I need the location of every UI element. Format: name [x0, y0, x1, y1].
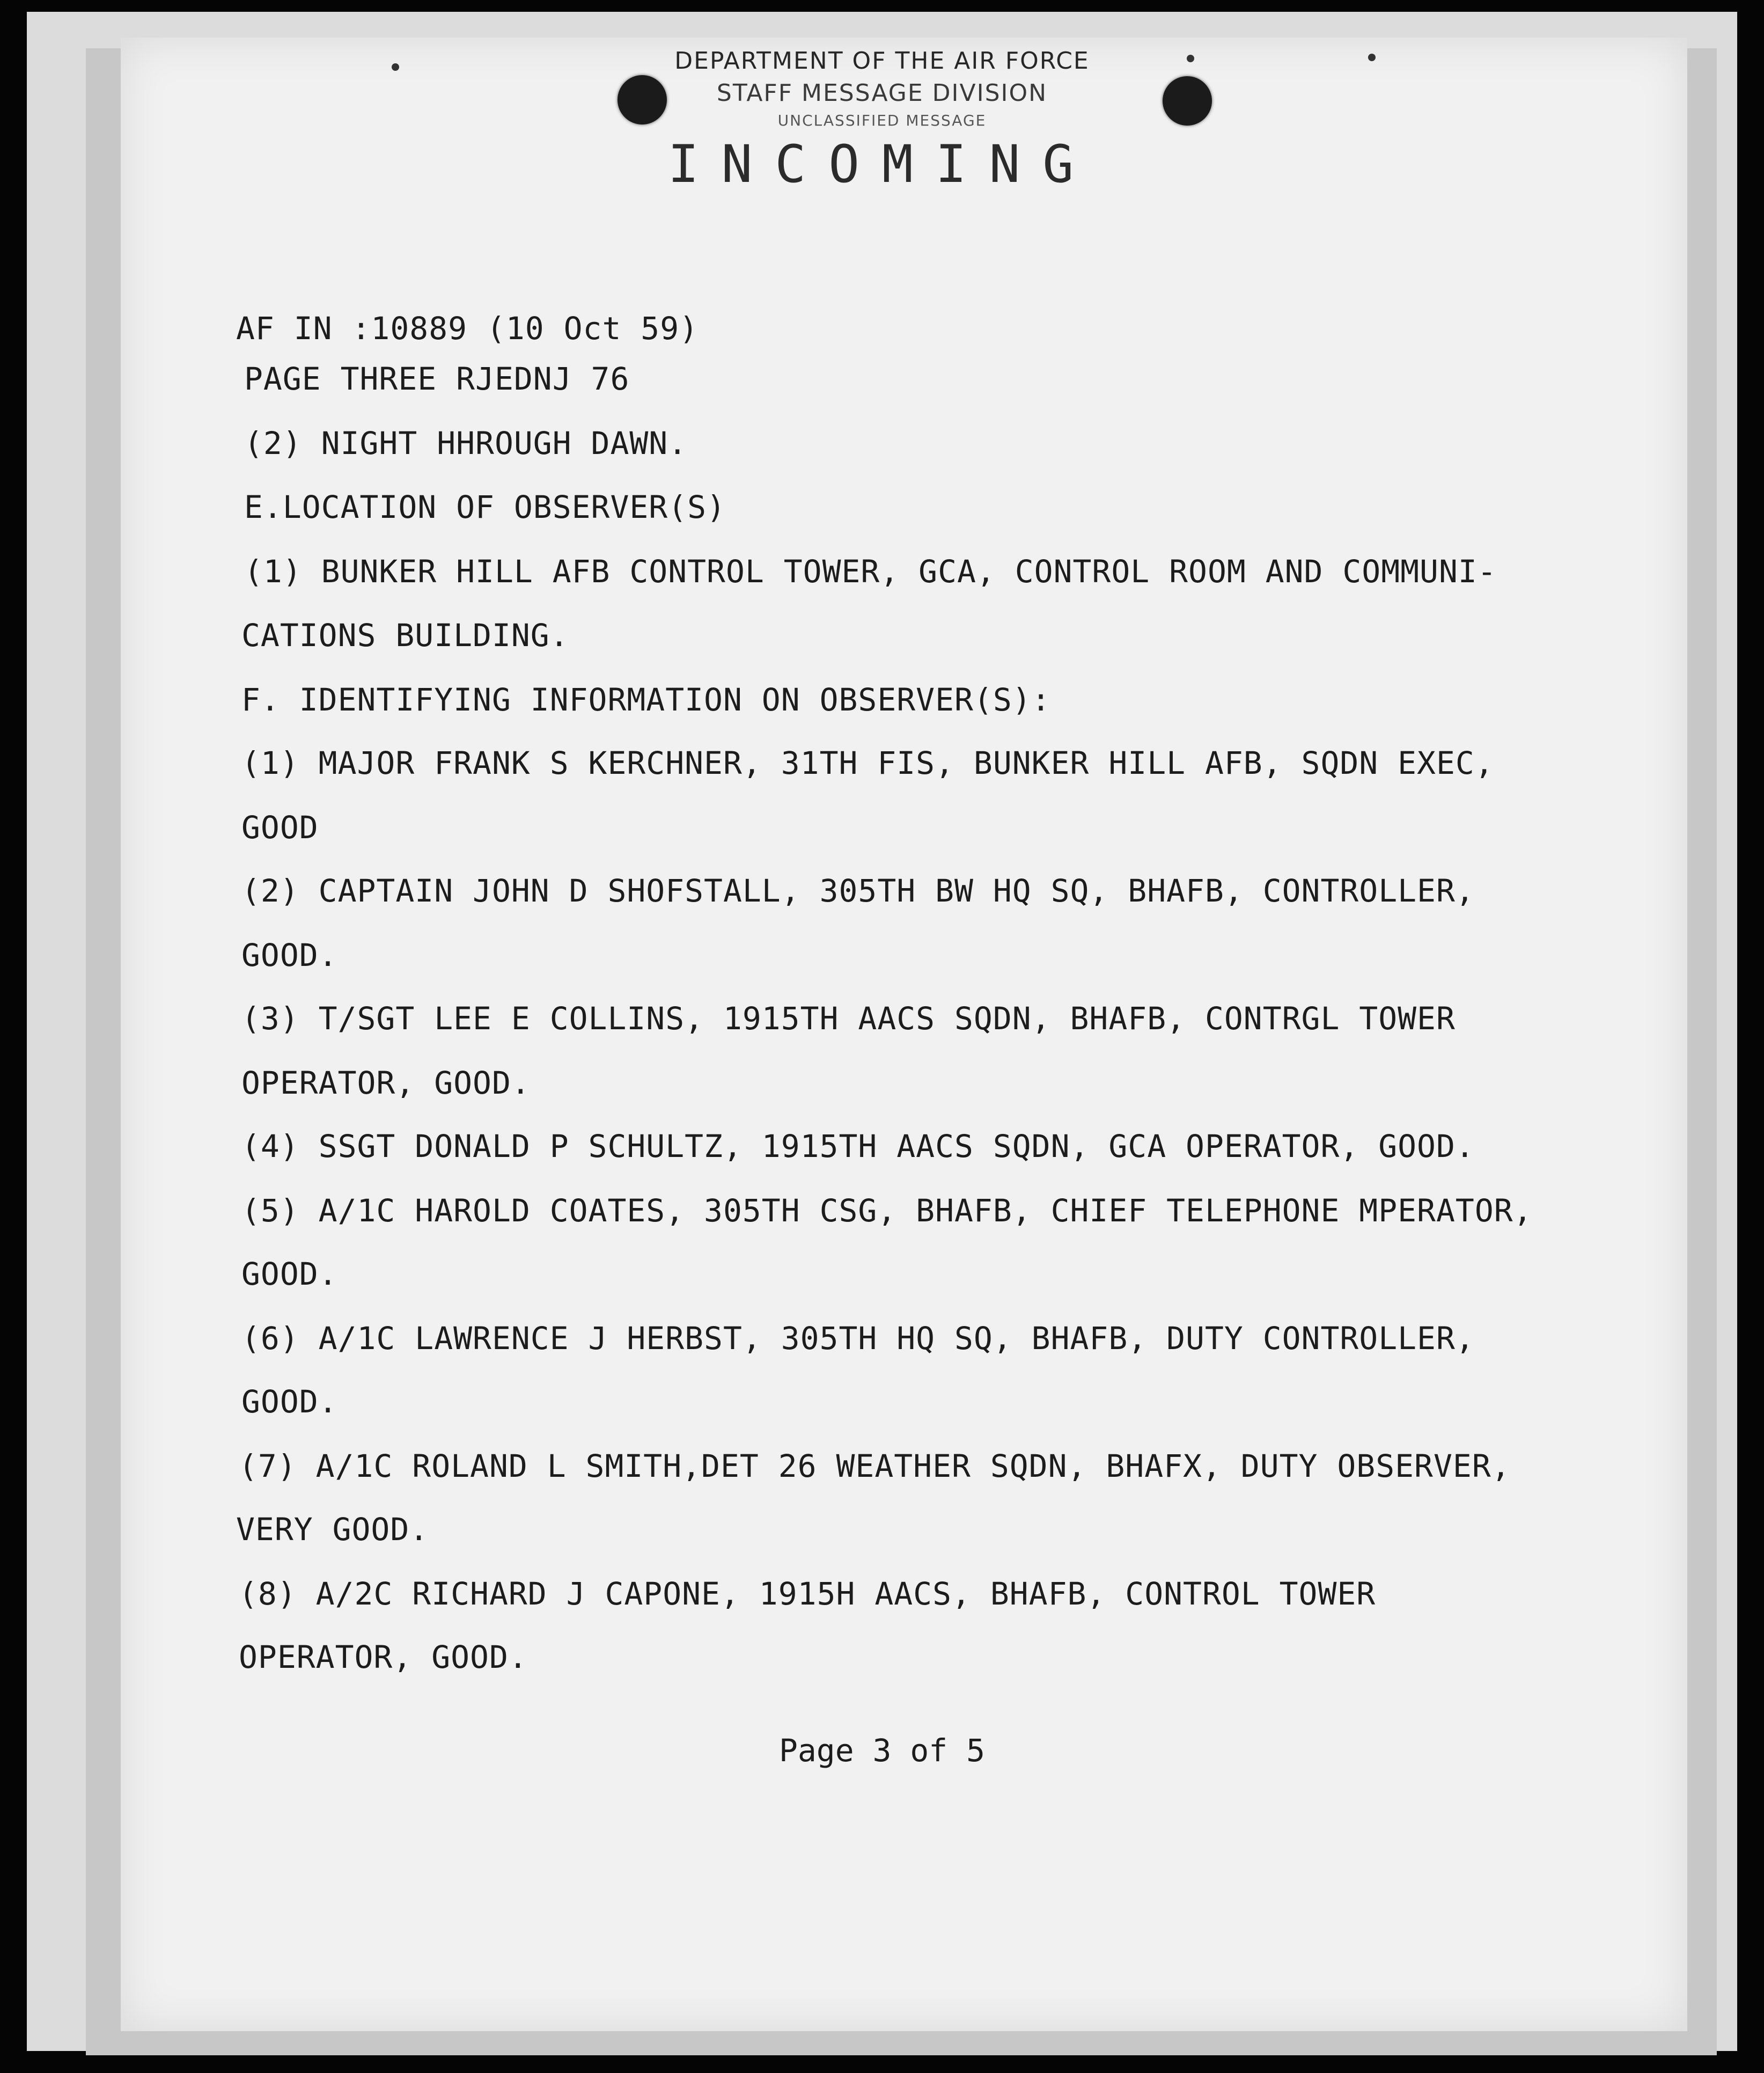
message-line: CATIONS BUILDING.: [241, 617, 569, 654]
message-line: (2) NIGHT HHROUGH DAWN.: [244, 425, 688, 462]
page-indicator: Page 3 of 5: [778, 1732, 986, 1769]
message-line: (1) BUNKER HILL AFB CONTROL TOWER, GCA, CONTROL ROOM AND COMMUNI-: [244, 553, 1497, 590]
classification-label: UNCLASSIFIED MESSAGE: [777, 112, 987, 129]
message-line: OPERATOR, GOOD.: [239, 1639, 528, 1675]
message-line: GOOD.: [241, 1256, 338, 1292]
incoming-banner: INCOMING: [667, 134, 1097, 194]
division-heading: STAFF MESSAGE DIVISION: [716, 79, 1048, 107]
message-line: (4) SSGT DONALD P SCHULTZ, 1915TH AACS SQDN, GCA OPERATOR, GOOD.: [241, 1128, 1475, 1164]
message-line: (3) T/SGT LEE E COLLINS, 1915TH AACS SQDN, BHAFB, CONTRGL TOWER: [241, 1000, 1456, 1037]
message-reference: AF IN :10889 (10 Oct 59): [236, 310, 699, 347]
message-line: (1) MAJOR FRANK S KERCHNER, 31TH FIS, BUNKER HILL AFB, SQDN EXEC,: [241, 745, 1494, 781]
message-line: GOOD: [241, 809, 319, 846]
message-line: OPERATOR, GOOD.: [241, 1065, 531, 1101]
message-line: (6) A/1C LAWRENCE J HERBST, 305TH HQ SQ, BHAFB, DUTY CONTROLLER,: [241, 1320, 1475, 1357]
message-line: GOOD.: [241, 937, 338, 973]
message-line: (7) A/1C ROLAND L SMITH,DET 26 WEATHER SQDN, BHAFX, DUTY OBSERVER,: [239, 1448, 1511, 1484]
message-page-line: PAGE THREE RJEDNJ 76: [244, 361, 630, 397]
message-line: GOOD.: [241, 1383, 338, 1420]
message-line: F. IDENTIFYING INFORMATION ON OBSERVER(S):: [241, 682, 1051, 718]
message-line: VERY GOOD.: [236, 1511, 429, 1548]
message-line: E.LOCATION OF OBSERVER(S): [244, 489, 726, 525]
department-heading: DEPARTMENT OF THE AIR FORCE: [674, 47, 1090, 75]
message-line: (5) A/1C HAROLD COATES, 305TH CSG, BHAFB, CHIEF TELEPHONE MPERATOR,: [241, 1192, 1533, 1229]
message-line: (2) CAPTAIN JOHN D SHOFSTALL, 305TH BW HQ SQ, BHAFB, CONTROLLER,: [241, 873, 1475, 909]
message-line: (8) A/2C RICHARD J CAPONE, 1915H AACS, BHAFB, CONTROL TOWER: [239, 1576, 1376, 1612]
